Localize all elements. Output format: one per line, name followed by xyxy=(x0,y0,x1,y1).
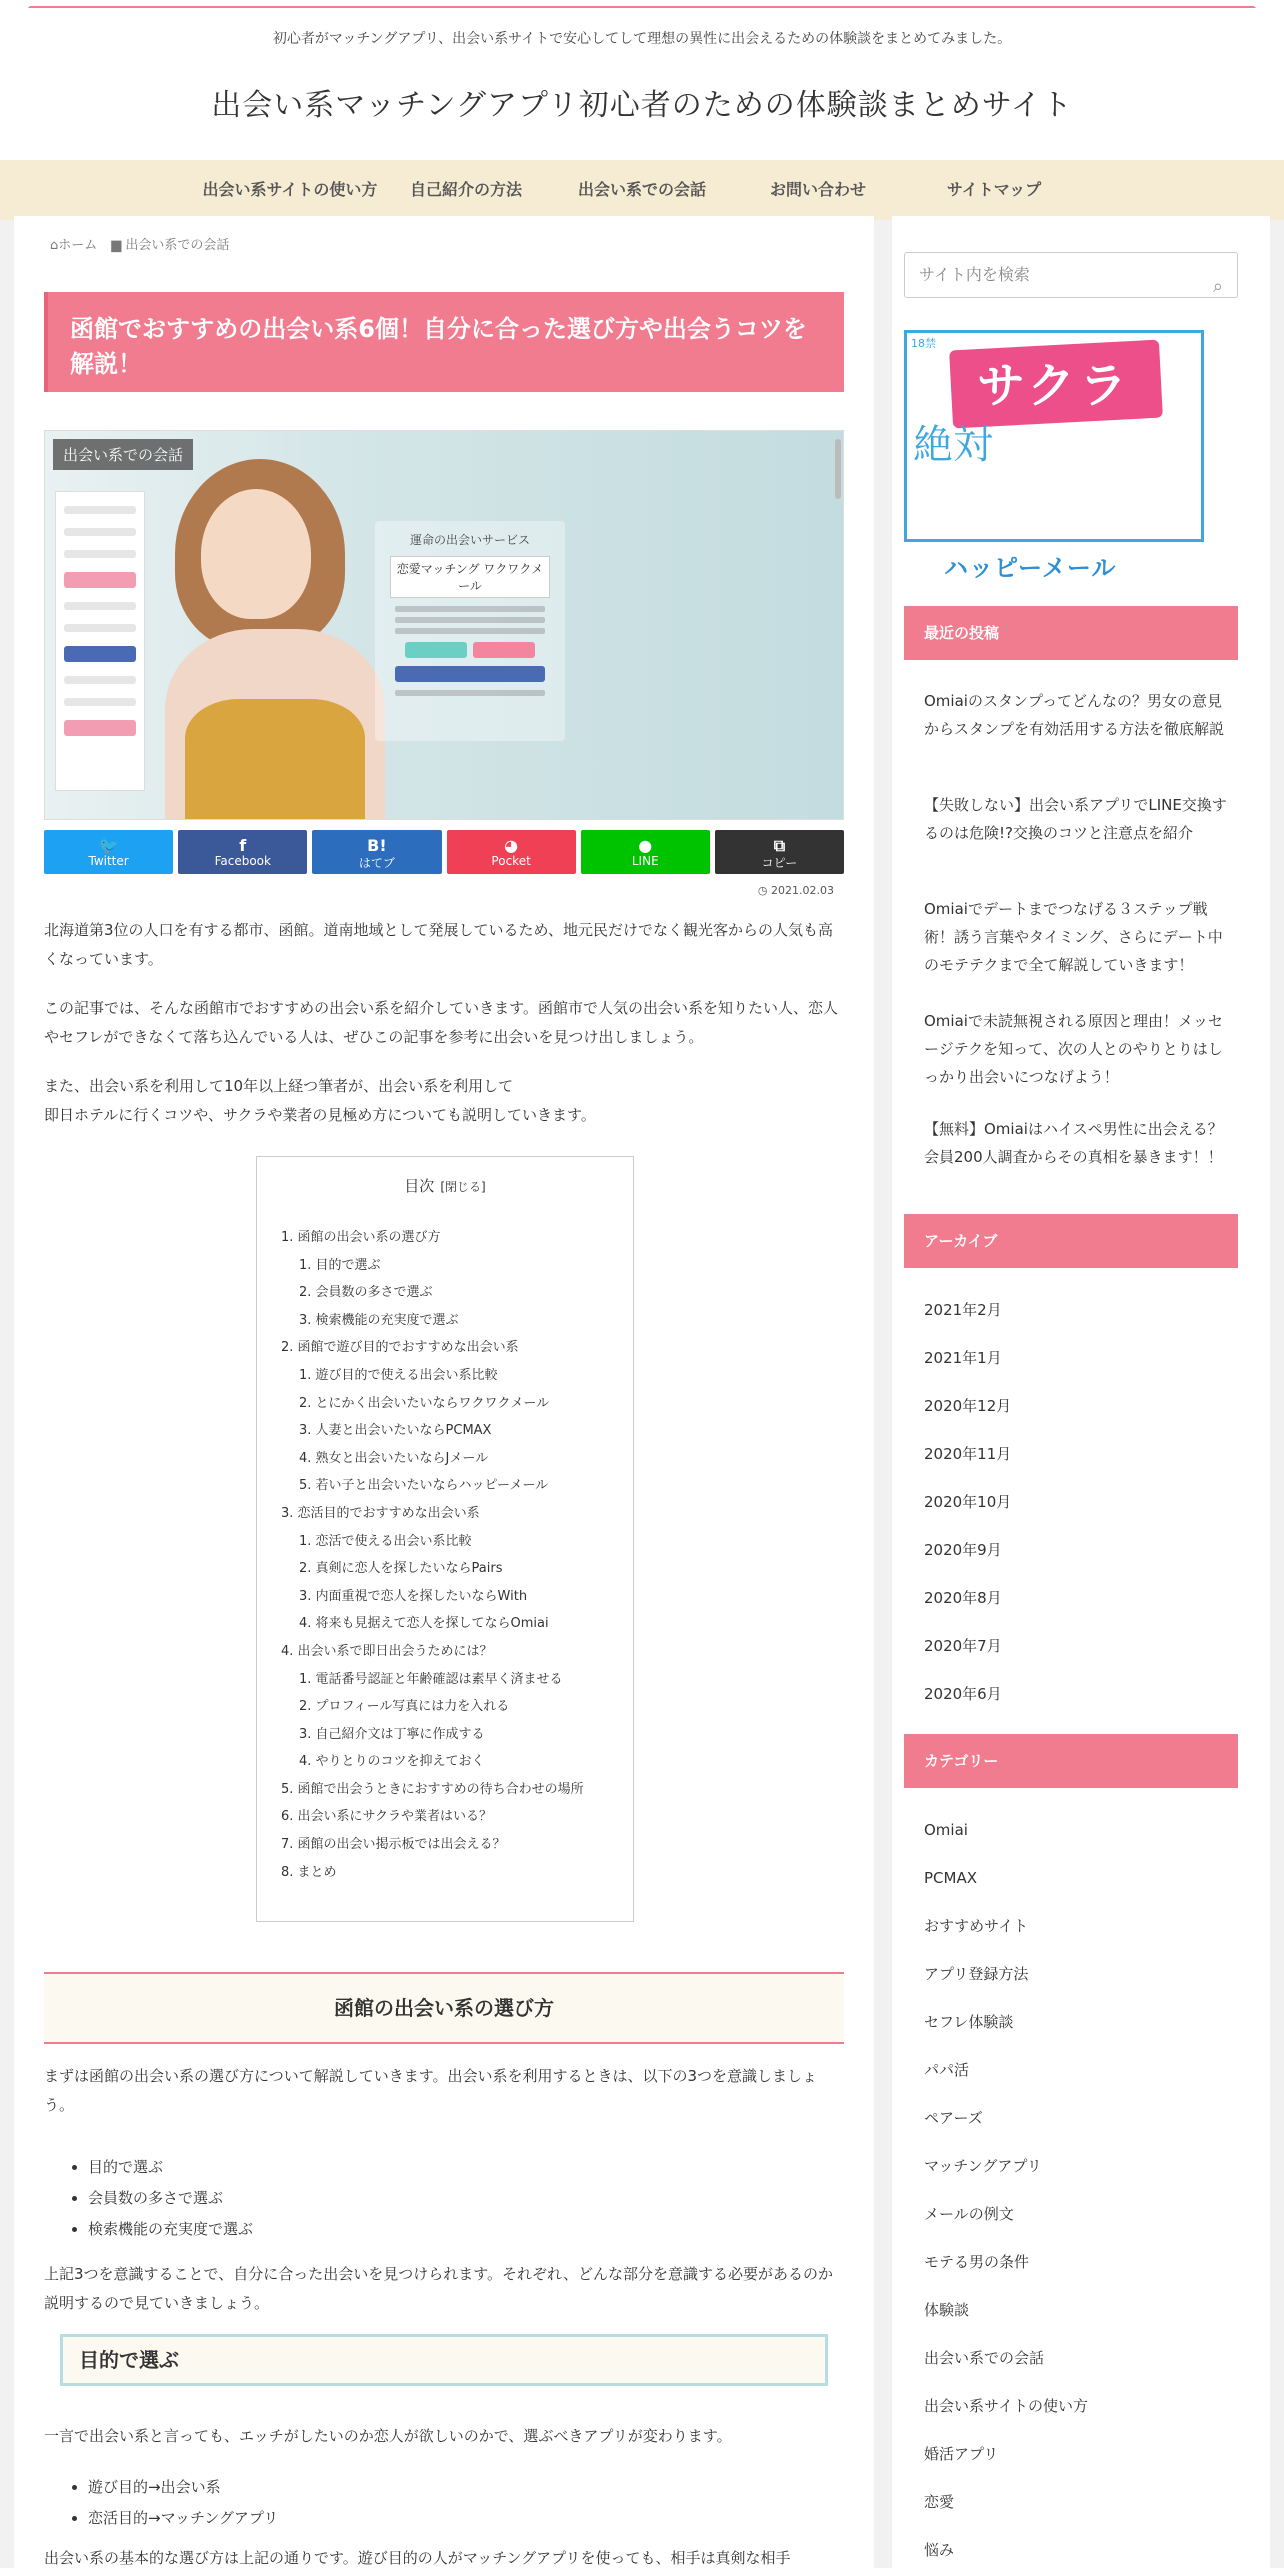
category-link[interactable]: 体験談 xyxy=(924,2301,970,2319)
toc-item[interactable]: 3. 内面重視で恋人を探したいならWith xyxy=(299,1588,528,1604)
toc-close-button[interactable]: [閉じる] xyxy=(440,1180,486,1194)
site-title[interactable]: 出会い系マッチングアプリ初心者のための体験談まとめサイト xyxy=(211,88,1073,123)
ad-age-label: 18禁 xyxy=(911,337,936,350)
facebook-icon: f xyxy=(239,836,247,855)
toc-item[interactable]: 3. 自己紹介文は丁寧に作成する xyxy=(299,1726,485,1742)
category-link[interactable]: パパ活 xyxy=(924,2061,970,2079)
toc-item[interactable]: 2. 会員数の多さで選ぶ xyxy=(299,1285,433,1301)
hero-service-card xyxy=(375,521,565,741)
toc-item[interactable]: 1. 遊び目的で使える出会い系比較 xyxy=(299,1367,498,1383)
toc-item[interactable]: 1. 電話番号認証と年齢確認は素早く済ませる xyxy=(299,1671,563,1687)
widget-heading-recent: 最近の投稿 xyxy=(904,606,1238,660)
share-button-twitter[interactable]: 🐦 Twitter xyxy=(44,830,173,874)
hero-model-photo xyxy=(155,439,385,820)
toc-item[interactable]: 5. 若い子と出会いたいならハッピーメール xyxy=(299,1478,549,1494)
toc-item[interactable]: 2. 真剣に恋人を探したいならPairs xyxy=(299,1561,503,1577)
table-of-contents xyxy=(256,1156,634,1922)
selection-criteria-list xyxy=(70,2152,253,2245)
site-tagline: 初心者がマッチングアプリ、出会い系サイトで安心してして理想の異性に出会えるための体験談をまとめてみました。 xyxy=(272,31,1012,47)
article-title: 函館でおすすめの出会い系6個！自分に合った選び方や出会うコツを解説！ xyxy=(44,292,844,392)
toc-item[interactable]: 4. やりとりのコツを抑えておく xyxy=(299,1754,485,1770)
section-paragraph-3: 一言で出会い系と言っても、エッチがしたいのか恋人が欲しいのかで、選ぶべきアプリが変わります。 xyxy=(44,2427,732,2445)
section-paragraph-2: 上記3つを意識することで、自分に合った出会いを見つけられます。それぞれ、どんな部分を意識する必要があるのか説明するので見ていきましょう。 xyxy=(44,2265,833,2312)
post-date: ◷ 2021.02.03 xyxy=(757,884,834,897)
nav-item-conversation[interactable]: 出会い系での会話 xyxy=(577,180,706,199)
search-input[interactable]: サイト内を検索 ⌕ xyxy=(904,252,1238,298)
subsection-heading: 目的で選ぶ xyxy=(60,2334,828,2386)
archive-list xyxy=(924,1286,1011,1718)
category-link[interactable]: マッチングアプリ xyxy=(924,2157,1042,2175)
recent-post-link[interactable]: 【失敗しない】出会い系アプリでLINE交換するのは危険!?交換のコツと注意点を紹介 xyxy=(924,796,1227,842)
hero-scrollbar xyxy=(835,439,841,499)
archive-link[interactable]: 2021年2月 xyxy=(924,1301,1002,1319)
archive-link[interactable]: 2020年11月 xyxy=(924,1445,1012,1463)
toc-item[interactable]: 8. まとめ xyxy=(281,1864,337,1880)
archive-link[interactable]: 2020年7月 xyxy=(924,1637,1002,1655)
list-item: • 恋活目的→マッチングアプリ xyxy=(88,2503,278,2534)
category-link[interactable]: メールの例文 xyxy=(924,2205,1014,2223)
line-icon: ● xyxy=(638,836,653,855)
recent-post-link[interactable]: Omiaiでデートまでつなげる３ステップ戦術！誘う言葉やタイミング、さらにデート中のモテテクまで全て解説していきます！ xyxy=(924,900,1223,974)
toc-item[interactable]: 4. 熟女と出会いたいならJメール xyxy=(299,1450,489,1466)
breadcrumb xyxy=(50,234,229,253)
eyecatch-category-label: 出会い系での会話 xyxy=(53,439,193,470)
archive-link[interactable]: 2020年9月 xyxy=(924,1541,1002,1559)
category-link[interactable]: セフレ体験談 xyxy=(924,2013,1014,2031)
toc-item[interactable]: 2. 函館で遊び目的でおすすめな出会い系 xyxy=(281,1340,519,1356)
section-paragraph-4: 出会い系の基本的な選び方は上記の通りです。遊び目的の人がマッチングアプリを使っても、相手は真剣な相手 xyxy=(44,2549,791,2567)
share-buttons xyxy=(44,830,844,874)
category-link[interactable]: モテる男の条件 xyxy=(924,2253,1030,2271)
ad-sub-text: 絶対 xyxy=(913,422,993,468)
ad-main-text: サクラ xyxy=(977,358,1132,414)
toc-item[interactable]: 7. 函館の出会い掲示板では出会える？ xyxy=(281,1837,506,1853)
pocket-icon: ◕ xyxy=(504,836,519,855)
folder-icon: ▆ xyxy=(111,238,122,253)
search-icon[interactable]: ⌕ xyxy=(1212,276,1223,297)
list-item: • 会員数の多さで選ぶ xyxy=(88,2183,253,2214)
hero-card-line1: 運命の出会いサービス xyxy=(409,533,530,547)
toc-item[interactable]: 5. 函館で出会うときにおすすめの待ち合わせの場所 xyxy=(281,1781,584,1797)
hero-card-line2: 恋愛マッチング ワクワクメール xyxy=(390,556,550,598)
category-link[interactable]: Omiai xyxy=(924,1821,968,1839)
archive-link[interactable]: 2020年10月 xyxy=(924,1493,1012,1511)
toc-title: 目次 [閉じる] xyxy=(404,1177,486,1195)
toc-item[interactable]: 1. 目的で選ぶ xyxy=(299,1257,381,1273)
widget-heading-archive: アーカイブ xyxy=(904,1214,1238,1268)
list-item: • 検索機能の充実度で選ぶ xyxy=(88,2214,253,2245)
share-button-facebook[interactable]: f Facebook xyxy=(178,830,307,874)
intro-paragraph-1: 北海道第3位の人口を有する都市、函館。道南地域として発展しているため、地元民だけでなく観光客からの人気も高くなっています。 xyxy=(44,921,833,968)
site-header xyxy=(0,8,1284,160)
sidebar xyxy=(892,216,1270,2568)
archive-link[interactable]: 2020年6月 xyxy=(924,1685,1002,1703)
section-paragraph-1: まずは函館の出会い系の選び方について解説していきます。出会い系を利用するときは、以下の3つを意識しましょう。 xyxy=(44,2067,818,2114)
clock-icon: ◷ xyxy=(757,884,768,897)
home-icon: ⌂ xyxy=(50,238,59,253)
nav-item-sitemap[interactable]: サイトマップ xyxy=(946,180,1042,199)
hero-left-panel xyxy=(55,491,145,791)
purpose-list xyxy=(70,2472,278,2534)
category-link[interactable]: 恋愛 xyxy=(924,2493,955,2511)
nav-item-contact[interactable]: お問い合わせ xyxy=(769,180,866,199)
breadcrumb-home[interactable]: ⌂ホーム xyxy=(50,238,98,253)
global-nav xyxy=(0,160,1284,220)
toc-item[interactable]: 4. 将来も見据えて恋人を探してならOmiai xyxy=(299,1616,549,1632)
section-heading: 函館の出会い系の選び方 xyxy=(44,1972,844,2044)
toc-item[interactable]: 3. 検索機能の充実度で選ぶ xyxy=(299,1312,459,1328)
category-link[interactable]: おすすめサイト xyxy=(924,1917,1029,1935)
recent-post-link[interactable]: 【無料】Omiaiはハイスペ男性に出会える？会員200人調査からその真相を暴きます！！ xyxy=(924,1120,1223,1166)
toc-item[interactable]: 2. とにかく出会いたいならワクワクメール xyxy=(299,1395,550,1411)
toc-item[interactable]: 1. 恋活で使える出会い系比較 xyxy=(299,1533,472,1549)
share-button-hatena[interactable]: B! はてブ xyxy=(312,830,441,874)
toc-item[interactable]: 2. プロフィール写真には力を入れる xyxy=(299,1699,510,1715)
archive-link[interactable]: 2020年8月 xyxy=(924,1589,1002,1607)
ad-banner-happymail[interactable] xyxy=(904,330,1204,582)
toc-item[interactable]: 3. 人妻と出会いたいならPCMAX xyxy=(299,1423,492,1439)
nav-item-self-intro[interactable]: 自己紹介の方法 xyxy=(409,180,522,199)
list-item: • 遊び目的→出会い系 xyxy=(88,2472,278,2503)
category-link[interactable]: 婚活アプリ xyxy=(924,2445,999,2463)
main-content xyxy=(14,216,874,2568)
twitter-icon: 🐦 xyxy=(98,836,119,855)
category-list xyxy=(924,1806,1088,2568)
archive-link[interactable]: 2020年12月 xyxy=(924,1397,1012,1415)
hatena-icon: B! xyxy=(367,836,387,855)
recent-post-link[interactable]: Omiaiで未読無視される原因と理由！メッセージテクを知って、次の人とのやりとりはしっかり出会いにつなげよう！ xyxy=(924,1012,1223,1086)
list-item: • 目的で選ぶ xyxy=(88,2152,253,2183)
copy-icon: ⧉ xyxy=(773,836,786,855)
share-button-line[interactable]: ● LINE xyxy=(581,830,710,874)
archive-link[interactable]: 2021年1月 xyxy=(924,1349,1002,1367)
breadcrumb-category[interactable]: ▆ 出会い系での会話 xyxy=(111,238,230,253)
toc-item[interactable]: 6. 出会い系にサクラや業者はいる？ xyxy=(281,1809,493,1825)
category-link[interactable]: PCMAX xyxy=(924,1869,977,1887)
widget-heading-category: カテゴリー xyxy=(904,1734,1238,1788)
intro-paragraph-2: この記事では、そんな函館市でおすすめの出会い系を紹介していきます。函館市で人気の出会い系を知りたい人、恋人やセフレができなくて落ち込んでいる人は、ぜひこの記事を参考に出会いを見つけ出しましょう。 xyxy=(44,999,838,1046)
toc-item[interactable]: 1. 函館の出会い系の選び方 xyxy=(281,1230,441,1245)
recent-post-link[interactable]: Omiaiのスタンプってどんなの？男女の意見からスタンプを有効活用する方法を徹底解説 xyxy=(924,692,1225,738)
category-link[interactable]: アプリ登録方法 xyxy=(924,1965,1029,1983)
intro-paragraph-3: また、出会い系を利用して10年以上経つ筆者が、出会い系を利用して 即日ホテルに行くコツや、サクラや業者の見極め方についても説明していきます。 xyxy=(44,1077,596,1124)
category-link[interactable]: 出会い系での会話 xyxy=(924,2349,1045,2367)
ad-logo: ハッピーメール xyxy=(944,554,1117,582)
share-button-copy[interactable]: ⧉ コピー xyxy=(715,830,844,874)
toc-item[interactable]: 3. 恋活目的でおすすめな出会い系 xyxy=(281,1505,480,1521)
category-link[interactable]: 悩み xyxy=(924,2541,955,2559)
nav-item-usage[interactable]: 出会い系サイトの使い方 xyxy=(202,180,378,199)
category-link[interactable]: ペアーズ xyxy=(924,2109,983,2127)
category-link[interactable]: 出会い系サイトの使い方 xyxy=(924,2397,1088,2415)
eyecatch-image xyxy=(44,430,844,820)
share-button-pocket[interactable]: ◕ Pocket xyxy=(447,830,576,874)
toc-item[interactable]: 4. 出会い系で即日出会うためには？ xyxy=(281,1643,493,1659)
